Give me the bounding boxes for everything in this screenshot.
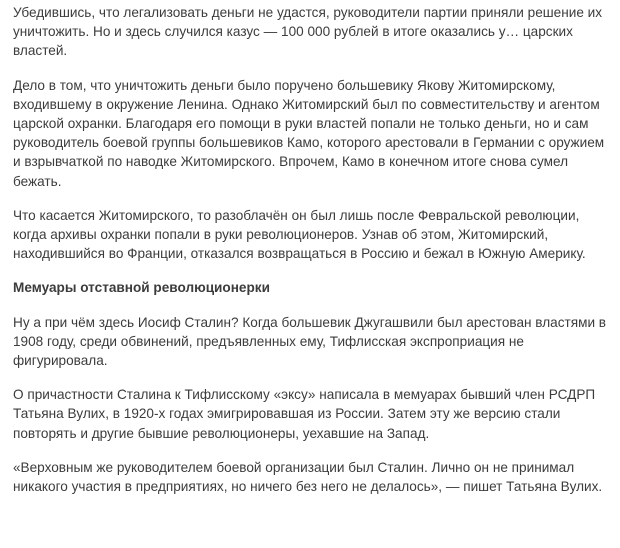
section-heading: Мемуары отставной революционерки	[13, 280, 270, 296]
paragraph-legalization: Убедившись, что легализовать деньги не удастся, руководители партии приняли решение их уничтожить. Но и здесь случился казус — 100 000 рублей в итоге оказались у… царских властей.	[13, 5, 603, 59]
paragraph-vulikh-memoirs: О причастности Сталина к Тифлисскому «эксу» написала в мемуарах бывший член РСДРП Татьяна Вулих, в 1920-х годах эмигрировавшая из России. Затем эту же версию стали повторять и другие бывшие революционеры, уехавшие на Запад.	[13, 387, 596, 441]
paragraph-zhitomirsky-agent: Дело в том, что уничтожить деньги было поручено большевику Якову Житомирскому, входившему в окружение Ленина. Однако Житомирский был по совместительству и агентом царской охранки. Благодаря его помощи в руки властей попали не только деньги, но и сам руководитель боевой группы большевиков Камо, которого арестовали в Германии с оружием и взрывчаткой по наводке Житомирского. Впрочем, Камо в конечном итоге снова сумел бежать.	[13, 77, 605, 189]
paragraph-quote: «Верховным же руководителем боевой организации был Сталин. Лично он не принимал никакого участия в предприятиях, но ничего без него не делалось», — пишет Татьяна Вулих.	[13, 459, 603, 495]
paragraph-stalin-arrest: Ну а при чём здесь Иосиф Сталин? Когда большевик Джугашвили был арестован властями в 1908 году, среди обвинений, предъявленных ему, Тифлисская экспроприация не фигурировала.	[13, 314, 607, 369]
paragraph-zhitomirsky-exposed: Что касается Житомирского, то разоблачён он был лишь после Февральской революции, когда архивы охранки попали в руки революционеров. Узнав об этом, Житомирский, находившийся во Франции, отказался возвращаться в Россию и бежал в Южную Америку.	[13, 207, 586, 262]
article-body	[13, 3, 607, 511]
